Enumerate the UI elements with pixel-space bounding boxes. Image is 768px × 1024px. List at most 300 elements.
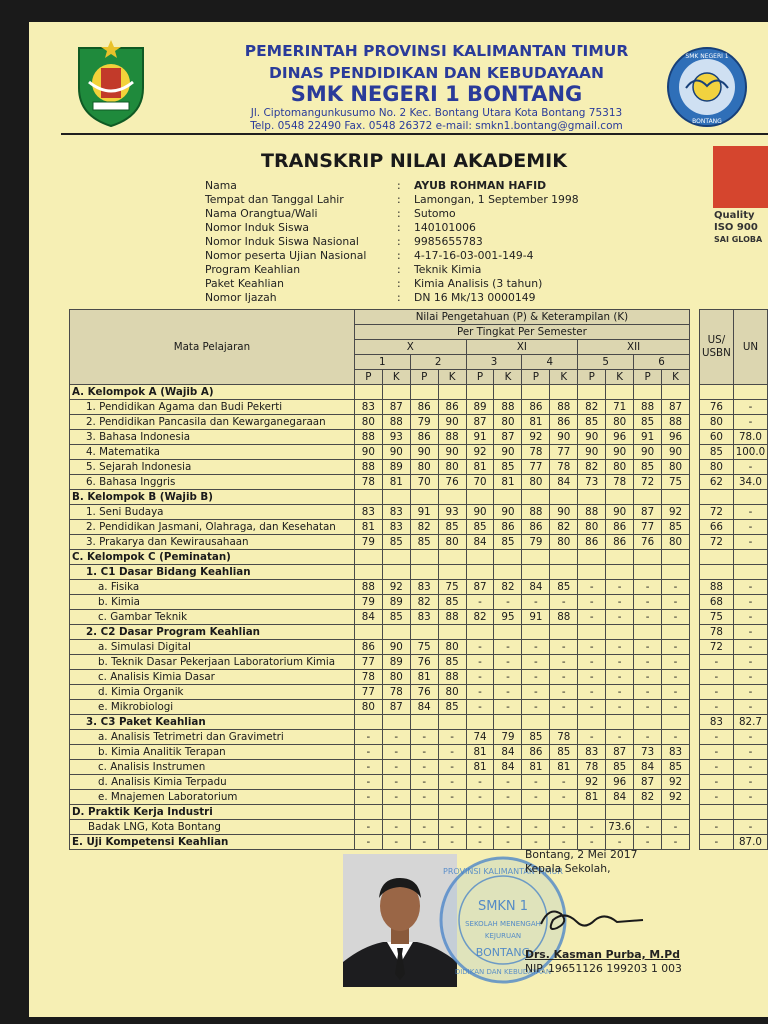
- grade-value: -: [438, 730, 466, 745]
- grade-value: -: [634, 610, 662, 625]
- grade-value: 95: [494, 610, 522, 625]
- grade-value: 88: [354, 430, 382, 445]
- un-value: -: [733, 700, 767, 715]
- grade-value: 96: [606, 775, 634, 790]
- grade-value: 88: [494, 400, 522, 415]
- stamp-city-text: BONTANG: [475, 946, 531, 959]
- us-usbn-value: -: [699, 670, 733, 685]
- grade-value: -: [522, 655, 550, 670]
- table-row: [70, 625, 768, 640]
- grade-value: -: [550, 700, 578, 715]
- grade-value: 87: [466, 580, 494, 595]
- grade-value: 80: [438, 640, 466, 655]
- grade-value: 85: [382, 610, 410, 625]
- grade-value: -: [354, 745, 382, 760]
- grade-value: -: [382, 775, 410, 790]
- grade-value: 79: [354, 595, 382, 610]
- empty-cell: [382, 565, 410, 580]
- identity-colon: :: [397, 291, 401, 304]
- grade-value: -: [550, 595, 578, 610]
- grade-value: -: [410, 775, 438, 790]
- principal-nip: NIP. 19651126 199203 1 003: [525, 962, 682, 975]
- table-row: [70, 670, 768, 685]
- empty-cell: [662, 715, 690, 730]
- identity-label: Tempat dan Tanggal Lahir: [205, 193, 344, 206]
- subject-name: 3. Bahasa Indonesia: [70, 430, 355, 445]
- grade-value: -: [466, 655, 494, 670]
- empty-cell: [494, 385, 522, 400]
- subgroup-name: 1. C1 Dasar Bidang Keahlian: [70, 565, 355, 580]
- grade-value: 81: [550, 760, 578, 775]
- empty-cell: [438, 805, 466, 820]
- empty-cell: [354, 490, 382, 505]
- grade-value: 88: [438, 430, 466, 445]
- signature-block: [525, 848, 637, 876]
- grade-value: 85: [438, 595, 466, 610]
- empty-cell: [634, 715, 662, 730]
- grade-value: 83: [578, 745, 606, 760]
- grade-value: 85: [522, 730, 550, 745]
- grade-value: 93: [382, 430, 410, 445]
- subject-name: e. Mikrobiologi: [70, 700, 355, 715]
- grade-value: -: [494, 685, 522, 700]
- grade-value: 82: [410, 520, 438, 535]
- us-usbn-value: 88: [699, 580, 733, 595]
- identity-colon: :: [397, 235, 401, 248]
- un-value: -: [733, 745, 767, 760]
- grade-value: -: [606, 730, 634, 745]
- us-usbn-value: 76: [699, 400, 733, 415]
- grade-value: 81: [522, 760, 550, 775]
- table-row: [70, 715, 768, 730]
- empty-cell: [578, 550, 606, 565]
- us-usbn-value: 72: [699, 640, 733, 655]
- us-usbn-value: [699, 565, 733, 580]
- grade-value: 92: [662, 775, 690, 790]
- grade-value: 82: [466, 610, 494, 625]
- empty-cell: [522, 385, 550, 400]
- grade-value: 85: [634, 460, 662, 475]
- table-row: [70, 655, 768, 670]
- us-usbn-value: -: [699, 760, 733, 775]
- grade-value: 75: [438, 580, 466, 595]
- empty-cell: [438, 385, 466, 400]
- identity-value: DN 16 Mk/13 0000149: [414, 291, 536, 304]
- empty-cell: [410, 715, 438, 730]
- empty-cell: [522, 805, 550, 820]
- grade-value: -: [466, 670, 494, 685]
- un-value: -: [733, 790, 767, 805]
- grade-value: 80: [382, 670, 410, 685]
- grade-value: -: [662, 700, 690, 715]
- subject-name: c. Analisis Instrumen: [70, 760, 355, 775]
- empty-cell: [466, 565, 494, 580]
- grade-value: -: [662, 595, 690, 610]
- grade-value: 96: [662, 430, 690, 445]
- grade-value: -: [606, 685, 634, 700]
- gap-cell: [689, 415, 699, 430]
- us-usbn-value: 80: [699, 415, 733, 430]
- grade-value: -: [466, 640, 494, 655]
- grade-value: -: [466, 820, 494, 835]
- us-usbn-value: 60: [699, 430, 733, 445]
- empty-cell: [606, 715, 634, 730]
- subject-name: 2. Pendidikan Jasmani, Olahraga, dan Kesehatan: [70, 520, 355, 535]
- grade-value: -: [522, 685, 550, 700]
- empty-cell: [382, 805, 410, 820]
- grade-value: 92: [662, 505, 690, 520]
- grade-value: -: [438, 835, 466, 850]
- empty-cell: [494, 715, 522, 730]
- empty-cell: [606, 550, 634, 565]
- grade-value: 80: [606, 415, 634, 430]
- grade-value: 81: [382, 475, 410, 490]
- subject-name: e. Mnajemen Laboratorium: [70, 790, 355, 805]
- gap-cell: [689, 550, 699, 565]
- grade-value: 86: [550, 415, 578, 430]
- grade-value: -: [634, 685, 662, 700]
- grade-value: -: [410, 835, 438, 850]
- un-value: [733, 490, 767, 505]
- grade-value: -: [410, 730, 438, 745]
- us-usbn-value: [699, 385, 733, 400]
- school-emblem-bottom-text: BONTANG: [692, 118, 722, 125]
- grade-value: -: [522, 820, 550, 835]
- stamp-top-text: PROVINSI KALIMANTAN TIMUR: [443, 867, 563, 876]
- identity-colon: :: [397, 263, 401, 276]
- subject-name: a. Analisis Tetrimetri dan Gravimetri: [70, 730, 355, 745]
- empty-cell: [578, 565, 606, 580]
- grade-value: 90: [494, 505, 522, 520]
- table-row: [70, 550, 768, 565]
- grade-value: 80: [578, 520, 606, 535]
- identity-value: Teknik Kimia: [414, 263, 482, 276]
- grade-value: -: [662, 655, 690, 670]
- un-value: -: [733, 460, 767, 475]
- gap-cell: [689, 580, 699, 595]
- grade-value: 82: [578, 460, 606, 475]
- grade-value: 70: [466, 475, 494, 490]
- table-row: [70, 805, 768, 820]
- grade-value: -: [634, 655, 662, 670]
- grade-value: -: [494, 790, 522, 805]
- un-value: [733, 565, 767, 580]
- grade-value: 90: [410, 445, 438, 460]
- grade-value: 90: [606, 445, 634, 460]
- empty-cell: [494, 805, 522, 820]
- empty-cell: [550, 550, 578, 565]
- empty-cell: [494, 625, 522, 640]
- grade-value: 76: [410, 685, 438, 700]
- grade-value: 90: [354, 445, 382, 460]
- grade-value: -: [550, 835, 578, 850]
- grade-value: 93: [438, 505, 466, 520]
- subject-name: 6. Bahasa Inggris: [70, 475, 355, 490]
- un-value: [733, 550, 767, 565]
- empty-cell: [410, 805, 438, 820]
- grade-value: -: [382, 760, 410, 775]
- subgroup-name: 3. C3 Paket Keahlian: [70, 715, 355, 730]
- grade-value: -: [494, 670, 522, 685]
- grade-value: 82: [578, 400, 606, 415]
- empty-cell: [606, 490, 634, 505]
- subject-name: d. Analisis Kimia Terpadu: [70, 775, 355, 790]
- subject-name: 5. Sejarah Indonesia: [70, 460, 355, 475]
- gap-cell: [689, 565, 699, 580]
- grade-value: 84: [606, 790, 634, 805]
- iso-sai-text: SAI GLOBA: [714, 235, 763, 244]
- empty-cell: [466, 385, 494, 400]
- table-row: [70, 790, 768, 805]
- identity-value: 140101006: [414, 221, 476, 234]
- usbn-header-label: USBN: [701, 347, 731, 359]
- identity-label: Nama Orangtua/Wali: [205, 207, 318, 220]
- un-value: -: [733, 760, 767, 775]
- grade-value: 73.6: [606, 820, 634, 835]
- pk-header: K: [606, 370, 634, 385]
- grade-value: 81: [466, 460, 494, 475]
- grades-table-head: [70, 310, 768, 385]
- gap-cell: [689, 475, 699, 490]
- grade-value: 81: [410, 670, 438, 685]
- gap-cell: [689, 685, 699, 700]
- grade-value: 90: [466, 505, 494, 520]
- subject-name: b. Kimia Analitik Terapan: [70, 745, 355, 760]
- grade-value: 88: [522, 505, 550, 520]
- grade-value: -: [382, 835, 410, 850]
- semester-header: 2: [410, 355, 466, 370]
- grade-value: 83: [662, 745, 690, 760]
- grade-value: -: [494, 820, 522, 835]
- grade-value: 85: [606, 760, 634, 775]
- grade-value: 78: [522, 445, 550, 460]
- semester-header: 3: [466, 355, 522, 370]
- us-usbn-value: -: [699, 745, 733, 760]
- grade-value: -: [494, 640, 522, 655]
- table-row: [70, 775, 768, 790]
- grade-value: -: [606, 670, 634, 685]
- header-school-name: SMK NEGERI 1 BONTANG: [290, 82, 583, 106]
- un-value: -: [733, 685, 767, 700]
- un-value: -: [733, 640, 767, 655]
- grade-value: 80: [438, 460, 466, 475]
- grade-value: 88: [662, 415, 690, 430]
- grade-value: 90: [438, 415, 466, 430]
- table-row: [70, 700, 768, 715]
- iso-certification-badge: [713, 146, 768, 246]
- grade-value: 89: [382, 655, 410, 670]
- iso-logo-block: [713, 146, 768, 208]
- empty-cell: [466, 490, 494, 505]
- empty-cell: [494, 550, 522, 565]
- grade-value: -: [522, 775, 550, 790]
- grade-value: 92: [662, 790, 690, 805]
- table-row: [70, 565, 768, 580]
- table-row: [70, 520, 768, 535]
- empty-cell: [494, 490, 522, 505]
- grade-value: 90: [382, 640, 410, 655]
- grades-table-body: [70, 385, 768, 850]
- header-divider: [61, 133, 768, 135]
- grade-value: -: [606, 700, 634, 715]
- grade-value: 79: [354, 535, 382, 550]
- grade-value: -: [410, 790, 438, 805]
- grade-level-header: XI: [466, 340, 578, 355]
- nilai-header: Nilai Pengetahuan (P) & Keterampilan (K): [354, 310, 689, 325]
- empty-cell: [634, 565, 662, 580]
- un-value: -: [733, 655, 767, 670]
- grade-value: -: [578, 670, 606, 685]
- subject-name: 4. Matematika: [70, 445, 355, 460]
- semester-header: 4: [522, 355, 578, 370]
- table-row: [70, 610, 768, 625]
- gap-cell: [689, 385, 699, 400]
- grade-value: 88: [438, 610, 466, 625]
- grade-value: -: [522, 640, 550, 655]
- grade-value: -: [662, 730, 690, 745]
- grade-value: 71: [606, 400, 634, 415]
- grade-value: 84: [494, 760, 522, 775]
- un-value: [733, 385, 767, 400]
- subject-name: a. Simulasi Digital: [70, 640, 355, 655]
- grade-value: 81: [578, 790, 606, 805]
- grade-value: 86: [522, 520, 550, 535]
- grade-value: 85: [438, 700, 466, 715]
- grade-value: -: [466, 775, 494, 790]
- identity-value: AYUB ROHMAN HAFID: [414, 179, 547, 192]
- grade-value: 88: [354, 580, 382, 595]
- grade-value: 80: [522, 475, 550, 490]
- empty-cell: [662, 565, 690, 580]
- empty-cell: [550, 805, 578, 820]
- grade-value: 80: [550, 535, 578, 550]
- us-usbn-value: -: [699, 835, 733, 850]
- subject-column-header: Mata Pelajaran: [70, 310, 355, 385]
- identity-colon: :: [397, 221, 401, 234]
- table-row: [70, 580, 768, 595]
- pk-header: K: [550, 370, 578, 385]
- us-usbn-value: -: [699, 730, 733, 745]
- grade-value: 78: [578, 760, 606, 775]
- grade-value: 76: [634, 535, 662, 550]
- stamp-center-text: SMKN 1: [477, 899, 529, 914]
- gap-cell: [689, 760, 699, 775]
- grade-value: -: [438, 745, 466, 760]
- grade-value: 75: [662, 475, 690, 490]
- grade-value: 92: [522, 430, 550, 445]
- us-usbn-value: 72: [699, 535, 733, 550]
- group-name: A. Kelompok A (Wajib A): [70, 385, 355, 400]
- grade-value: -: [354, 775, 382, 790]
- grade-value: 86: [606, 520, 634, 535]
- grade-value: -: [410, 820, 438, 835]
- empty-cell: [634, 490, 662, 505]
- empty-cell: [410, 625, 438, 640]
- gap-cell: [689, 730, 699, 745]
- subject-name: b. Teknik Dasar Pekerjaan Laboratorium Kimia: [70, 655, 355, 670]
- empty-cell: [354, 715, 382, 730]
- gap-cell: [689, 520, 699, 535]
- grade-value: 90: [382, 445, 410, 460]
- grade-value: 91: [410, 505, 438, 520]
- grade-value: 83: [354, 400, 382, 415]
- grade-value: 85: [410, 535, 438, 550]
- grade-value: 90: [494, 445, 522, 460]
- grade-value: 83: [410, 580, 438, 595]
- table-row: [70, 745, 768, 760]
- grade-value: -: [550, 685, 578, 700]
- grade-value: 84: [522, 580, 550, 595]
- grade-value: -: [606, 595, 634, 610]
- grade-value: 85: [578, 415, 606, 430]
- subject-name: Badak LNG, Kota Bontang: [70, 820, 355, 835]
- grade-value: -: [438, 775, 466, 790]
- grade-value: -: [578, 580, 606, 595]
- grade-value: 72: [634, 475, 662, 490]
- gap-cell: [689, 835, 699, 850]
- pk-header: K: [382, 370, 410, 385]
- grade-value: 84: [354, 610, 382, 625]
- grade-value: -: [606, 580, 634, 595]
- grade-value: -: [578, 730, 606, 745]
- grade-value: -: [578, 610, 606, 625]
- un-value: -: [733, 820, 767, 835]
- us-usbn-value: -: [699, 685, 733, 700]
- subject-name: d. Kimia Organik: [70, 685, 355, 700]
- grade-value: 78: [606, 475, 634, 490]
- table-row: [70, 730, 768, 745]
- grade-value: 80: [354, 700, 382, 715]
- grade-value: -: [578, 820, 606, 835]
- empty-cell: [382, 550, 410, 565]
- grade-value: 87: [634, 505, 662, 520]
- empty-cell: [662, 385, 690, 400]
- empty-cell: [662, 550, 690, 565]
- grade-value: -: [550, 775, 578, 790]
- table-row: [70, 460, 768, 475]
- grade-value: 77: [522, 460, 550, 475]
- school-emblem-icon: [666, 46, 748, 128]
- gap-cell: [689, 775, 699, 790]
- grade-value: 91: [634, 430, 662, 445]
- un-value: -: [733, 775, 767, 790]
- un-value: 82.7: [733, 715, 767, 730]
- grade-value: 80: [662, 460, 690, 475]
- gap-cell: [689, 655, 699, 670]
- grade-value: -: [634, 670, 662, 685]
- gap-cell: [689, 535, 699, 550]
- grade-value: 87: [634, 775, 662, 790]
- semester-header: 5: [578, 355, 634, 370]
- un-value: -: [733, 400, 767, 415]
- empty-cell: [578, 805, 606, 820]
- grade-value: 88: [354, 460, 382, 475]
- empty-cell: [606, 385, 634, 400]
- us-usbn-value: 78: [699, 625, 733, 640]
- grade-value: -: [662, 670, 690, 685]
- identity-label: Nomor Ijazah: [205, 291, 277, 304]
- empty-cell: [606, 565, 634, 580]
- grade-value: 85: [662, 760, 690, 775]
- grade-value: -: [438, 760, 466, 775]
- grade-value: 89: [382, 595, 410, 610]
- empty-cell: [662, 805, 690, 820]
- grade-value: 90: [438, 445, 466, 460]
- grade-value: -: [466, 595, 494, 610]
- us-usbn-value: 72: [699, 505, 733, 520]
- document-title: TRANSKRIP NILAI AKADEMIK: [261, 150, 567, 172]
- grade-value: 83: [410, 610, 438, 625]
